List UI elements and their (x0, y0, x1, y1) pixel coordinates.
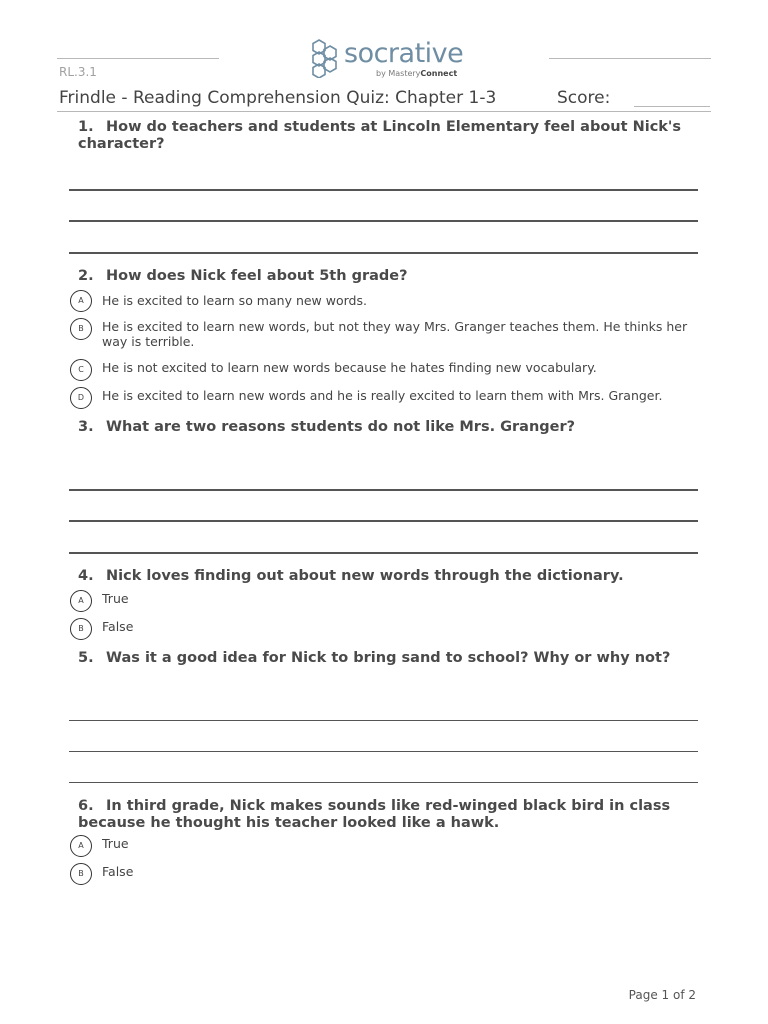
answer-line[interactable] (69, 552, 698, 554)
option-text: False (102, 619, 134, 634)
answer-line[interactable] (69, 220, 698, 222)
logo-byline-brand: Connect (420, 69, 458, 78)
question-number: 5. (78, 650, 94, 666)
option-text: True (102, 836, 129, 851)
option-b[interactable] (70, 318, 710, 352)
option-text: True (102, 591, 129, 606)
logo-byline-prefix: by Mastery (376, 69, 421, 78)
answer-bubble[interactable]: D (70, 387, 92, 409)
answer-line[interactable] (69, 751, 698, 752)
option-a[interactable] (70, 290, 710, 316)
option-text: He is not excited to learn new words because he hates finding new vocabulary. (102, 360, 597, 375)
question-2 (78, 268, 708, 285)
logo-wordmark: socrative (344, 38, 464, 69)
quiz-title: Frindle - Reading Comprehension Quiz: Chapter 1-3 (59, 88, 497, 108)
question-4 (78, 568, 708, 585)
socrative-logo (308, 38, 468, 80)
page-number: Page 1 of 2 (628, 988, 696, 1002)
question-text: Was it a good idea for Nick to bring sand to school? Why or why not? (106, 650, 671, 666)
option-text: False (102, 864, 134, 879)
answer-line[interactable] (69, 520, 698, 522)
answer-line[interactable] (69, 720, 698, 721)
question-1 (78, 119, 708, 153)
standard-code: RL.3.1 (59, 65, 97, 79)
question-text: Nick loves finding out about new words through the dictionary. (106, 568, 624, 584)
question-text: In third grade, Nick makes sounds like red-winged black bird in class because he thought his teacher looked like a hawk. (78, 798, 671, 831)
question-number: 4. (78, 568, 94, 584)
answer-line[interactable] (69, 782, 698, 783)
question-number: 2. (78, 268, 94, 284)
option-a[interactable] (70, 835, 710, 861)
title-underline (57, 111, 711, 112)
answer-bubble[interactable]: A (70, 590, 92, 612)
answer-line[interactable] (69, 189, 698, 191)
question-text: How does Nick feel about 5th grade? (106, 268, 408, 284)
option-text: He is excited to learn new words, but not they way Mrs. Granger teaches them. He thinks her way is terrible. (102, 319, 688, 349)
question-6 (78, 798, 698, 832)
logo-byline (376, 69, 457, 78)
question-number: 6. (78, 798, 94, 814)
answer-bubble[interactable]: A (70, 835, 92, 857)
option-text: He is excited to learn new words and he is really excited to learn them with Mrs. Granger. (102, 388, 663, 403)
question-3 (78, 419, 708, 436)
option-c[interactable] (70, 359, 710, 385)
header-rule-right (549, 58, 711, 59)
question-text: What are two reasons students do not like Mrs. Granger? (106, 419, 576, 435)
header-rule-left (57, 58, 219, 59)
answer-line[interactable] (69, 489, 698, 491)
score-field-line[interactable] (634, 106, 710, 107)
question-number: 1. (78, 119, 94, 135)
question-5 (78, 650, 708, 667)
option-text: He is excited to learn so many new words. (102, 293, 367, 308)
question-number: 3. (78, 419, 94, 435)
answer-bubble[interactable]: B (70, 618, 92, 640)
option-b[interactable] (70, 863, 710, 889)
answer-bubble[interactable]: C (70, 359, 92, 381)
option-d[interactable] (70, 387, 710, 413)
answer-bubble[interactable]: B (70, 863, 92, 885)
answer-bubble[interactable]: B (70, 318, 92, 340)
option-b[interactable] (70, 618, 710, 644)
hexagon-cluster-icon (308, 38, 344, 78)
answer-line[interactable] (69, 252, 698, 254)
option-a[interactable] (70, 590, 710, 616)
answer-bubble[interactable]: A (70, 290, 92, 312)
score-label: Score: (557, 88, 611, 108)
question-text: How do teachers and students at Lincoln Elementary feel about Nick's character? (78, 119, 682, 152)
